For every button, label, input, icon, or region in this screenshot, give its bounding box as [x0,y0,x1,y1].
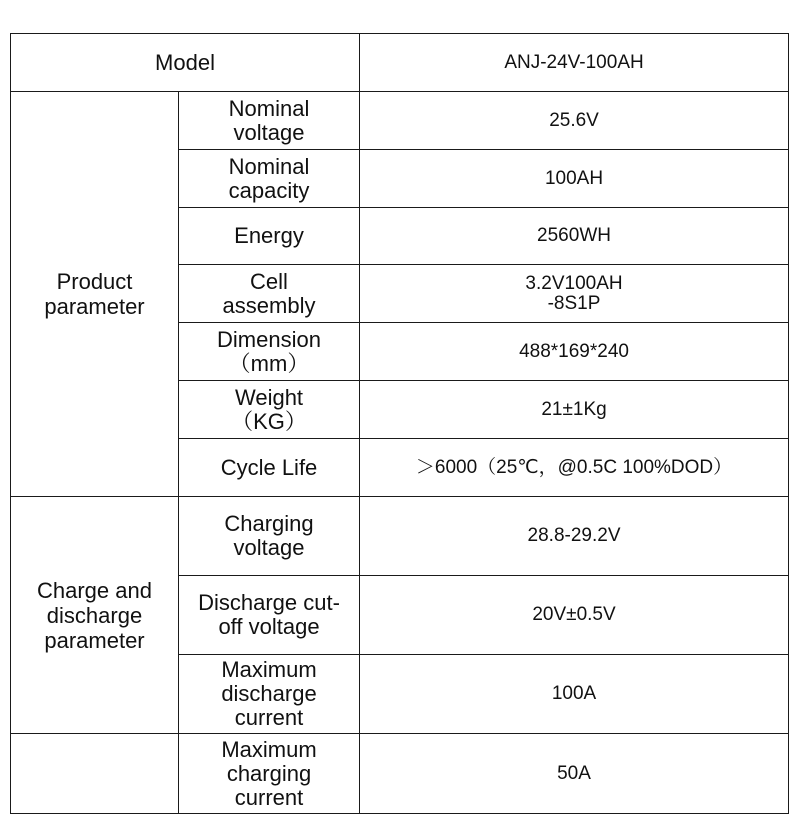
row-value: 2560WH [360,208,789,265]
group-label-partial [11,734,179,814]
row-value: 100A [360,655,789,734]
table-row [11,497,789,576]
row-label: Dimension （mm） [179,323,360,381]
row-value: 25.6V [360,92,789,150]
row-label: Weight （KG） [179,381,360,439]
row-label: Cell assembly [179,265,360,323]
row-value: 21±1Kg [360,381,789,439]
row-label: Cycle Life [179,439,360,497]
row-label: Energy [179,208,360,265]
spec-table [10,33,789,814]
table-row-model [11,34,789,92]
row-value: 50A [360,734,789,814]
row-value: 28.8-29.2V [360,497,789,576]
group-label-charge-discharge-parameter: Charge and discharge parameter [11,497,179,734]
row-value: 20V±0.5V [360,576,789,655]
row-label: Nominal voltage [179,92,360,150]
table-row [11,734,789,814]
row-value: ＞6000（25℃，@0.5C 100%DOD） [360,439,789,497]
table-row [11,92,789,150]
model-value: ANJ-24V-100AH [360,34,789,92]
row-label: Maximum discharge current [179,655,360,734]
row-label: Maximum charging current [179,734,360,814]
row-value: 3.2V100AH -8S1P [360,265,789,323]
row-value: 100AH [360,150,789,208]
row-label: Charging voltage [179,497,360,576]
row-label: Nominal capacity [179,150,360,208]
group-label-product-parameter: Product parameter [11,92,179,497]
model-label: Model [11,34,360,92]
row-value: 488*169*240 [360,323,789,381]
row-label: Discharge cut- off voltage [179,576,360,655]
